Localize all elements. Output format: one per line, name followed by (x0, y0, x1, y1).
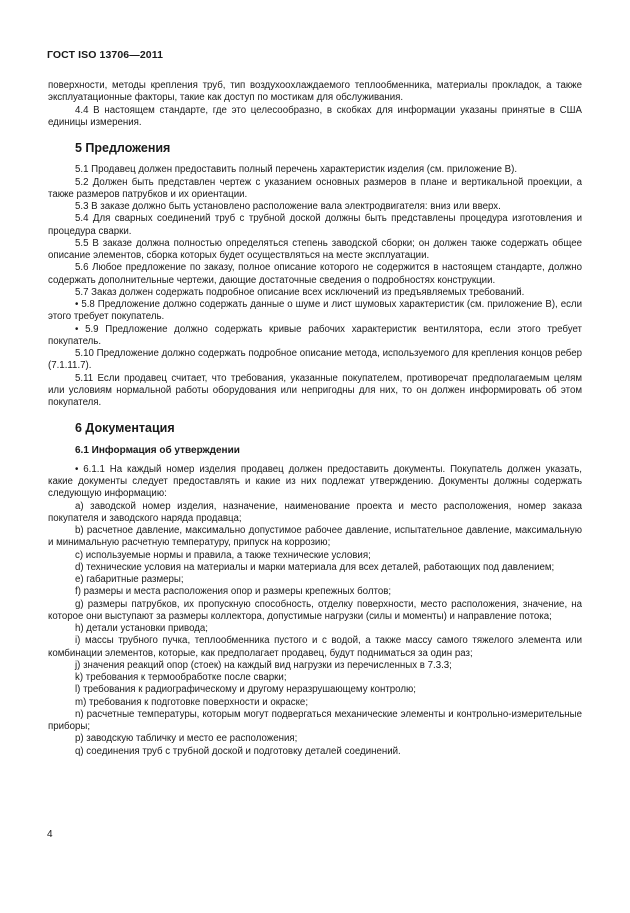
paragraph-4-4: 4.4 В настоящем стандарте, где это целесообразно, в скобках для информации указаны принятые в США единицы измерения. (48, 104, 582, 128)
list-item: a) заводской номер изделия, назначение, наименование проекта и место расположения, номер заказа покупателя и заводского наряда продавца; (48, 500, 582, 524)
list-item: p) заводскую табличку и место ее расположения; (75, 733, 298, 745)
list-item: q) соединения труб с трубной доской и подготовку деталей соединений. (75, 745, 401, 757)
list-item: c) используемые нормы и правила, а также технические условия; (75, 549, 371, 561)
list-item: n) расчетные температуры, которым могут подвергаться механические элементы и контрольно-измерительные приборы; (48, 708, 582, 732)
list-item: e) габаритные размеры; (75, 574, 184, 585)
list-item: b) расчетное давление, максимально допустимое рабочее давление, испытательное давление, максимальную и минимальную расчетную температуру, припуск на коррозию; (48, 525, 582, 549)
list-item: i) массы трубного пучка, теплообменника пустого и с водой, а также массу самого тяжелого элемента или комбинации элементов, которые, как предполагает продавец, будут подниматься за один раз; (48, 635, 582, 659)
paragraph-5-5: 5.5 В заказе должна полностью определяться степень заводской сборки; он должен также содержать общее описание элементов, сборка которых будет осуществляться на месте эксплуатации. (48, 237, 582, 261)
list-item: g) размеры патрубков, их пропускную способность, отделку поверхности, место расположения, значение, на которое они выступают за размеры коллектора, допустимые нагрузки (силы и моменты) и направление потока; (48, 598, 582, 622)
list-item: f) размеры и места расположения опор и размеры крепежных болтов; (75, 586, 392, 598)
page-number: 4 (47, 829, 53, 840)
paragraph-5-3: 5.3 В заказе должно быть установлено расположение вала электродвигателя: вниз или вверх. (75, 201, 501, 212)
list-item: k) требования к термообработке после сварки; (75, 672, 287, 683)
section-5-heading: 5 Предложения (75, 141, 171, 155)
paragraph-5-6: 5.6 Любое предложение по заказу, полное описание которого не содержится в настоящем стандарте, должно содержать дополнительные чертежи, дающие достаточные сведения о подробностях конструкции. (48, 262, 582, 286)
list-item: l) требования к радиографическому и другому неразрушающему контролю; (75, 684, 416, 696)
list-item: d) технические условия на материалы и марки материала для всех деталей, работающих под давлением; (75, 561, 555, 573)
paragraph-5-4: 5.4 Для сварных соединений труб с трубной доской должны быть представлены процедура изготовления и процедура сварки. (48, 213, 582, 237)
page-body (48, 80, 582, 758)
paragraph-5-11: 5.11 Если продавец считает, что требования, указанные покупателем, противоречат предполагаемым целям или условиям нормальной работы оборудования или непригодны для них, то он должен информировать об этом покупателя. (48, 372, 582, 408)
paragraph-5-1: 5.1 Продавец должен предоставить полный перечень характеристик изделия (см. приложение В). (75, 164, 518, 176)
paragraph-5-9: • 5.9 Предложение должно содержать кривые рабочих характеристик вентилятора, если этого требует покупатель. (48, 323, 582, 347)
standard-header: ГОСТ ISO 13706—2011 (47, 49, 164, 61)
paragraph-5-10: 5.10 Предложение должно содержать подробное описание метода, используемого для крепления концов ребер (7.1.11.7). (48, 348, 582, 372)
paragraph-5-8: • 5.8 Предложение должно содержать данные о шуме и лист шумовых характеристик (см. приложение В), если этого требует покупатель. (48, 299, 582, 323)
paragraph-5-2: 5.2 Должен быть представлен чертеж с указанием основных размеров в плане и вертикальной проекции, а также размеров патрубков и их ориентации. (48, 176, 582, 200)
paragraph-5-7: 5.7 Заказ должен содержать подробное описание всех исключений из предъявляемых требований. (75, 286, 525, 298)
list-item: j) значения реакций опор (стоек) на каждый вид нагрузки из перечисленных в 7.3.3; (75, 659, 452, 671)
list-item: h) детали установки привода; (75, 623, 209, 634)
subsection-6-1-heading: 6.1 Информация об утверждении (75, 444, 240, 456)
list-item: m) требования к подготовке поверхности и окраске; (75, 696, 309, 708)
paragraph-continuation: поверхности, методы крепления труб, тип воздухоохлаждаемого теплообменника, материалы прокладок, а также эксплуатационные факторы, такие как доступ по мостикам для обслуживания. (48, 80, 582, 104)
section-6-heading: 6 Документация (75, 421, 175, 436)
paragraph-6-1-1: • 6.1.1 На каждый номер изделия продавец должен предоставить документы. Покупатель должен указать, какие документы следует предоставлять и какие из них подлежат утверждению. Документы должны содержать следующую информацию: (48, 463, 582, 500)
